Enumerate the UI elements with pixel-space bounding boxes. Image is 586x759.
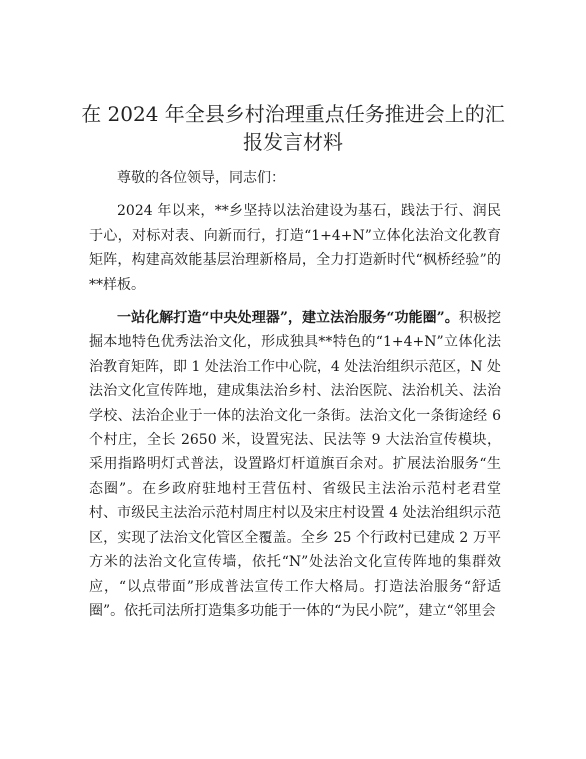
- paragraph-intro: 2024 年以来，**乡坚持以法治建设为基石，践法于行、润民于心，对标对表、向新而行，打造“1+4+N”立体化法治文化教育矩阵，构建高效能基层治理新格局，全力打造新时代“枫桥经验”的**样板。: [89, 203, 501, 293]
- document-title: [70, 100, 516, 156]
- document-body: [89, 166, 501, 623]
- title-line-2: 报发言材料: [243, 130, 343, 154]
- paragraph-body: 积极挖掘本地特色优秀法治文化，形成独具**特色的“1+4+N”立体化法治教育矩阵，即 1 处法治工作中心院，4 处法治组织示范区，N 处法治文化宣传阵地，建成集法治乡村、法治医院、法治机关、法治学校、法治企业于一体的法治文化一条街。法治文化一条街途经 6 个村庄，全长 2650 米，设置宪法、民法等 9 大法治宣传模块，采用指路明灯式普法，设置路灯杆道旗百余对。扩展法治服务“生态圈”。在乡政府驻地村王营伍村、省级民主法治示范村老君堂村、市级民主法治示范村周庄村以及宋庄村设置 4 处法治组织示范区，实现了法治文化管区全覆盖。全乡 25 个行政村已建成 2 万平方米的法治文化宣传墙，依托“N”处法治文化宣传阵地的集群效应，“以点带面”形成普法宣传工作大格局。打造法治服务“舒适圈”。依托司法所打造集多功能于一体的“为民小院”，建立“邻里会: [89, 310, 502, 619]
- salutation: 尊敬的各位领导，同志们：: [117, 170, 285, 186]
- paragraph-one-stop: [89, 306, 501, 623]
- paragraph-heading: 一站化解打造“中央处理器”，建立法治服务“功能圈”。: [117, 310, 459, 327]
- title-line-1: 在 2024 年全县乡村治理重点任务推进会上的汇: [81, 102, 505, 126]
